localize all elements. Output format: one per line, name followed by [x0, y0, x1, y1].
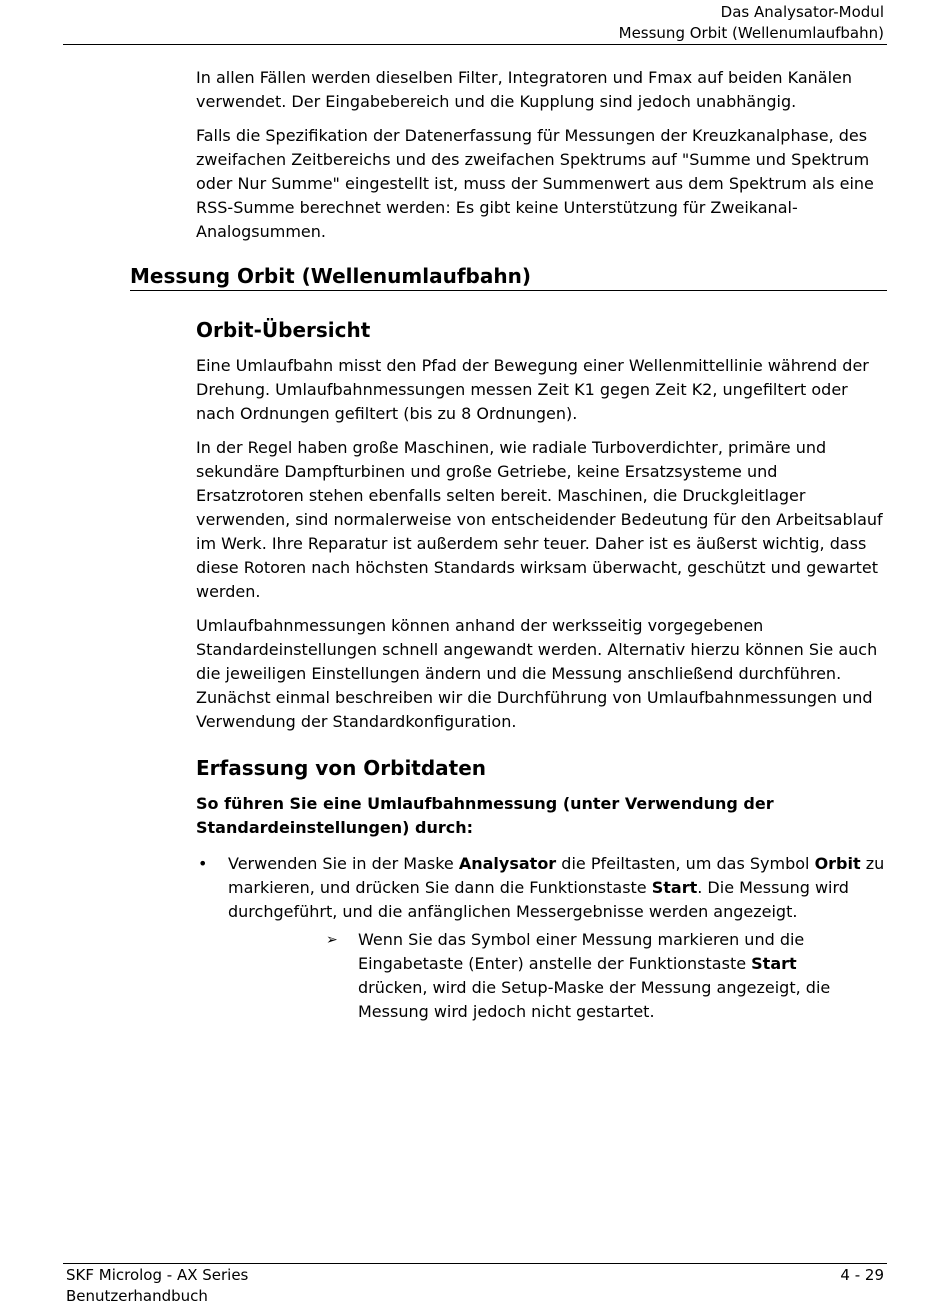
overview-paragraph-1: Eine Umlaufbahn misst den Pfad der Bewegung einer Wellenmittellinie während der Drehung. Umlaufbahnmessungen messen Zeit K1 gegen Zeit K2, ungefiltert oder nach Ordnungen gefiltert (bis zu 8 Ordnungen). — [196, 356, 869, 423]
footer-doc: Benutzerhandbuch — [66, 1287, 208, 1305]
sub-bullet-item: ➢ Wenn Sie das Symbol einer Messung markieren und die Eingabetaste (Enter) anstelle der Funktionstaste Start drücken, wird die Setup-Maske der Messung angezeigt, die Messung wird jedoch nicht gestartet. — [326, 930, 831, 1021]
footer-left — [66, 1265, 248, 1307]
analysator-label: Analysator — [458, 854, 557, 873]
capture-heading: Erfassung von Orbitdaten — [196, 756, 487, 780]
bullet-item: • Verwenden Sie in der Maske Analysator die Pfeiltasten, um das Symbol Orbit zu markieren, und drücken Sie dann die Funktionstaste Start. Die Messung wird durchgeführt, und die anfänglichen Messergebnisse werden angezeigt. — [198, 854, 885, 921]
section-content — [196, 314, 888, 1024]
page-header — [619, 2, 884, 44]
overview-paragraph-2: In der Regel haben große Maschinen, wie radiale Turboverdichter, primäre und sekundäre Dampfturbinen und große Getriebe, keine Ersatzsysteme und Ersatzrotoren stehen ebenfalls selten bereit. Maschinen, die Druckgleitlager verwenden, sind normalerweise von entscheidender Bedeutung für den Arbeitsablauf im Werk. Ihre Reparatur ist außerdem sehr teuer. Daher ist es äußerst wichtig, dass diese Rotoren nach höchsten Standards wirksam überwacht, geschützt und gewartet werden. — [196, 438, 883, 601]
procedure-heading: So führen Sie eine Umlaufbahnmessung (unter Verwendung der Standardeinstellungen) durch: — [196, 794, 774, 837]
header-chapter: Das Analysator-Modul — [720, 3, 884, 21]
header-rule — [63, 44, 887, 45]
footer-product: SKF Microlog - AX Series — [66, 1266, 249, 1284]
section-title: Messung Orbit (Wellenumlaufbahn) — [130, 262, 887, 291]
arrow-bullet-icon: ➢ — [326, 932, 338, 948]
orbit-label: Orbit — [814, 854, 861, 873]
page-number: 4 - 29 — [840, 1266, 884, 1284]
overview-paragraph-3: Umlaufbahnmessungen können anhand der werksseitig vorgegebenen Standardeinstellungen schnell angewandt werden. Alternativ hierzu können Sie auch die jeweiligen Einstellungen ändern und die Messung anschließend durchführen. Zunächst einmal beschreiben wir die Durchführung von Umlaufbahnmessungen und Verwendung der Standardkonfiguration. — [196, 616, 878, 731]
start-label-2: Start — [751, 954, 797, 973]
bullet-dot-icon: • — [198, 854, 208, 873]
footer-rule — [63, 1263, 887, 1264]
intro-text — [196, 66, 886, 254]
intro-paragraph-2: Falls die Spezifikation der Datenerfassung für Messungen der Kreuzkanalphase, des zweifachen Zeitbereichs und des zweifachen Spektrums auf "Summe und Spektrum oder Nur Summe" eingestellt ist, muss der Summenwert aus dem Spektrum als eine RSS-Summe berechnet werden: Es gibt keine Unterstützung für Zweikanal-Analogsummen. — [196, 126, 874, 241]
header-section: Messung Orbit (Wellenumlaufbahn) — [618, 24, 884, 42]
intro-paragraph-1: In allen Fällen werden dieselben Filter, Integratoren und Fmax auf beiden Kanälen verwendet. Der Eingabebereich und die Kupplung sind jedoch unabhängig. — [196, 68, 853, 111]
start-label: Start — [651, 878, 698, 897]
overview-heading: Orbit-Übersicht — [196, 318, 371, 342]
